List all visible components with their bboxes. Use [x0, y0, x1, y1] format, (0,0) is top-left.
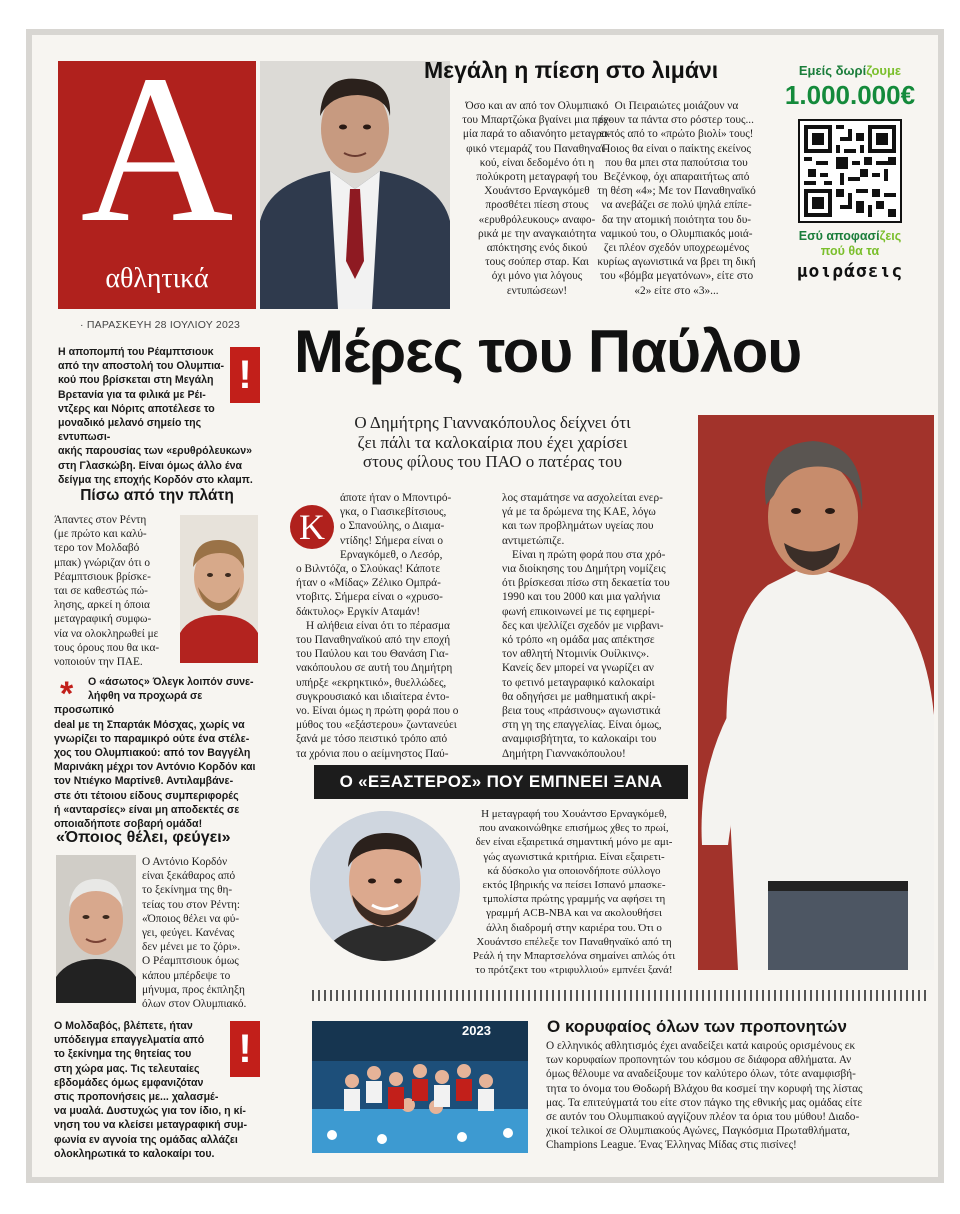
text-line: ξανά με τόσο πειστικό τρόπο από: [296, 733, 448, 746]
text-line: λησης, αρκεί η όποια: [54, 599, 150, 612]
text-line: Η αλήθεια είναι ότι το πέρασμα: [306, 619, 450, 632]
text-line: νακόπουλου σε αυτή του Δημήτρη: [296, 662, 453, 675]
text-line: και των προβλημάτων υγείας που: [502, 520, 654, 533]
text-line: όχι μόνο για λόγους: [491, 270, 583, 283]
ad-tagline-3: μοιράσεις: [796, 261, 904, 282]
text-line: ολοκληρωτικά το καλοκαίρι του.: [54, 1147, 215, 1160]
text-line: Ο Αντόνιο Κορδόν: [142, 856, 228, 868]
text-line: νία να ολοκληρωθεί με: [54, 627, 159, 640]
hernangomez-illustration: [310, 811, 460, 961]
text-line: κού που βρίσκεται στη Μεγάλη: [58, 374, 214, 387]
text-line: του «βόμβα μεγατόνων», είτε στο: [599, 270, 754, 283]
text-line: Οι Πειραιώτες μοιάζουν να: [614, 100, 739, 112]
text-line: τη θέση «4»; Με τον Παναθηναϊκό: [597, 185, 756, 198]
text-line: (με πρώτο και καλύ-: [54, 528, 147, 541]
text-line: μοναδικό μελανό σημείο της εντυπωσι-: [58, 417, 202, 444]
left-item-3: [54, 675, 260, 831]
text-line: ζει πλέον σχεδόν υποχρεωμένος: [603, 242, 750, 255]
text-line: τον αθλητή Ντομινίκ Ουίλκινς».: [502, 648, 650, 661]
text-line: Κανείς δεν μπορεί να γνωρίζει αν: [502, 662, 654, 675]
text-line: Ερναγκόμεθ, ο Λεσόρ,: [340, 548, 443, 561]
player-illustration: [180, 515, 258, 663]
text-line: ότι βρίσκεσαι πίσω στη δεκαετία του: [502, 577, 670, 590]
exclamation-icon: !: [230, 347, 260, 403]
text-line: τους σούπερ σταρ. Και: [485, 256, 589, 269]
text-line: στη Γλασκώβη. Είναι όμως άλλο ένα: [58, 459, 243, 472]
text-line: δείγμα της εποχής Κορδόν στο κλαμπ.: [58, 473, 253, 486]
text-line: Βεζένκοφ, όχι απαραιτήτως από: [603, 171, 750, 184]
text-line: γει, φεύγει. Κανένας: [142, 927, 235, 940]
text-line: Όσο και αν από τον Ολυμπιακό: [465, 100, 609, 112]
dropcap: Κ: [290, 505, 334, 549]
text-line: στη γη της επαγγελίας. Είναι όμως,: [502, 719, 662, 732]
text-line: του Παναθηναϊκού από την εποχή: [296, 634, 451, 647]
text-line: τερο τον Μολδαβό: [54, 542, 140, 555]
text-line: Ο «άσωτος» Όλεγκ λοιπόν συνε-: [88, 676, 254, 688]
left-item-4: [142, 855, 262, 1011]
text-line: Ο Ρέαμπτσιουκ όμως: [142, 955, 239, 968]
coach-illustration: [260, 61, 450, 309]
qr-code-icon[interactable]: [798, 119, 902, 223]
text-line: Ρεάλ ή την Μπαρτσελόνα σημαίνει απλώς ότι: [472, 950, 676, 963]
text-line: κά δύσκολο για οποιονδήποτε σύλλογο: [487, 864, 661, 877]
text-line: όμως θέλουμε να αναδείξουμε τον καλύτερο όλων, τότε αναμφισβή-: [546, 1068, 856, 1081]
text-line: ναμικού του, ο Ολυμπιακός μοιά-: [600, 227, 753, 240]
waterpolo-photo: [312, 1021, 528, 1153]
text-line: δες και ψελλίζει σχεδόν με νιρβανι-: [502, 619, 664, 632]
left-heading-2: Πίσω από την πλάτη: [80, 487, 234, 504]
text-line: στε ότι τέτοιου είδους συμπεριφορές: [54, 789, 239, 802]
kordon-illustration: [56, 855, 136, 1003]
text-line: ντζερς και Νόριτς αποτέλεσε το: [58, 402, 215, 415]
text-line: ζει πάλι τα καλοκαίρια που έχει χαρίσει: [357, 432, 628, 452]
text-line: ρικά με την αναγκαιότητα: [477, 227, 597, 240]
text-line: ο Βιλντόζα, ο Σλούκας! Κάποτε: [296, 563, 441, 576]
text-line: υπόδειγμα επαγγελματία από: [54, 1034, 205, 1047]
text-line: Μαρινάκη μέχρι τον Αντόνιο Κορδόν και: [54, 761, 256, 774]
text-line: έχουν τα πάντα στο ρόστερ τους...: [599, 114, 754, 127]
main-headline: Μέρες του Παύλου: [294, 318, 802, 385]
text-line: Είναι η πρώτη φορά που στα χρό-: [512, 548, 666, 561]
text-line: χος του Ολυμπιακού: από τον Βαγγέλη: [54, 747, 251, 760]
top-story-col2: [594, 99, 759, 298]
text-line: ήταν ο «Μίδας» Ζέλικο Ομπρά-: [296, 577, 441, 590]
text-line: θα οδηγήσει με μαθηματική ακρί-: [502, 690, 656, 703]
text-line: ή «ανταρσίες» είναι μη αποδεκτές σε: [54, 803, 240, 816]
giannakopoulos-photo: [698, 415, 934, 970]
text-line: Ο Δημήτρης Γιαννακόπουλος δείχνει ότι: [354, 413, 631, 432]
ad-tagline-1: Εμείς δωρίζουμε: [798, 63, 902, 78]
text-line: γκα, ο Γιασικεβίτσιους,: [340, 506, 447, 519]
text-line: του Παύλου και του Θανάση Για-: [296, 648, 449, 661]
text-line: στους φίλους του ΠΑΟ ο πατέρας του: [362, 452, 623, 471]
text-line: προσθέτει πίεση στους: [485, 199, 589, 212]
giannakopoulos-illustration: [698, 415, 934, 970]
text-line: τα χρόνια που ο αείμνηστος Παύ-: [296, 747, 449, 760]
text-line: από την αποστολή του Ολυμπια-: [58, 360, 225, 373]
lottery-ad[interactable]: [770, 59, 930, 309]
ad-tagline-2: Εσύ αποφασίζεις πού θα τα: [798, 229, 902, 258]
text-line: πολύκροτη μεταγραφή του: [476, 171, 598, 184]
text-line: το πρότζεκτ του «τριφυλλιού» εμπνέει ξανά!: [475, 964, 673, 977]
text-line: κάπου μπέρδεψε το: [142, 969, 231, 982]
text-line: deal με τη Σπαρτάκ Μόσχας, χωρίς να: [54, 718, 245, 731]
text-line: βεια τους «πράσινους» αγωνιστικά: [502, 705, 661, 718]
text-line: το ξεκίνημα της θητείας του: [54, 1048, 192, 1061]
text-line: 1990 και του 2000 και μια γαλήνια: [502, 591, 661, 604]
text-line: Άπαντες στον Ρέντη: [54, 514, 147, 526]
text-line: νο. Είναι όμως η πρώτη φορά που ο: [296, 705, 459, 718]
section-divider: [312, 990, 928, 1001]
bottom-text: [546, 1039, 931, 1153]
text-line: όλων στον Ολυμπιακό.: [142, 998, 247, 1011]
main-col1: [296, 491, 492, 761]
kordon-photo: [56, 855, 136, 1003]
text-line: το φετινό μεταγραφικό καλοκαίρι: [502, 676, 655, 689]
text-line: Δημήτρη Γιαννακόπουλου!: [502, 747, 626, 760]
text-line: Ο Μολδαβός, βλέπετε, ήταν: [54, 1020, 193, 1032]
text-line: τους όρους που θα ικα-: [54, 641, 160, 654]
text-line: Ο ελληνικός αθλητισμός έχει αναδείξει κατά καιρούς ορισμένους εκ: [546, 1040, 856, 1052]
left-item-2: [54, 513, 180, 669]
text-line: που θα μπει στα παπούτσια του: [605, 156, 748, 169]
text-line: εβδομάδες όμως εμφανιζόταν: [54, 1076, 204, 1089]
ad-amount: 1.000.000€: [784, 80, 916, 110]
coach-photo: [260, 61, 450, 309]
text-line: λος σταμάτησε να ασχολείται ενερ-: [502, 492, 663, 504]
text-line: στις προπονήσεις με... χαλασμέ-: [54, 1091, 219, 1104]
sidebar-subheading: Ο «ΕΞΑΣΤΕΡΟΣ» ΠΟΥ ΕΜΠΝΕΕΙ ΞΑΝΑ: [314, 765, 688, 799]
text-line: δεν μένει με το ζόρι».: [142, 941, 241, 954]
text-line: που ανακοινώθηκε επισήμως χθες το πρωί,: [479, 822, 669, 835]
text-line: νοποιούν την ΠΑΕ.: [54, 656, 143, 669]
text-line: είναι ξεκάθαρος από: [142, 870, 236, 883]
text-line: φωνία εν αγνοία της ομάδας αλλάζει: [54, 1133, 238, 1146]
text-line: «2» είτε στο «3»...: [634, 284, 719, 297]
text-line: μύθος του «εξάστερου» ζωντανεύει: [296, 719, 457, 732]
qr-code-graphic: [804, 125, 896, 217]
text-line: γνωρίζει το παραμικρό ούτε ένα στέλε-: [54, 732, 250, 745]
text-line: των κορυφαίων προπονητών του κόσμου σε διάφορα αθλήματα. Αν: [546, 1054, 852, 1067]
text-line: τμπολίστα πρώτης γραμμής να αφήσει τη: [482, 893, 666, 906]
bottom-headline: Ο κορυφαίος όλων των προπονητών: [547, 1017, 847, 1036]
text-line: Η αποπομπή του Ρέαμπτσιουκ: [58, 346, 214, 358]
text-line: ντίδης! Σήμερα είναι ο: [340, 534, 443, 547]
text-line: φωνή επικοινωνεί με τις εφημερί-: [502, 605, 655, 618]
text-line: Ρέαμπτσιουκ βρίσκε-: [54, 570, 151, 583]
text-line: Ποιος θα είναι ο παίκτης εκείνος: [602, 142, 751, 155]
text-line: κό τρόπο «η ομάδα μας απέκτησε: [502, 634, 655, 647]
text-line: μεταγραφική συμφω-: [54, 613, 152, 626]
sidebar-text: [452, 807, 696, 977]
newspaper-page: [32, 35, 938, 1177]
top-story-headline: Μεγάλη η πίεση στο λιμάνι: [424, 57, 719, 83]
text-line: απόκτησης ενός δικού: [486, 242, 588, 255]
waterpolo-illustration: [312, 1021, 528, 1153]
text-line: Χουάντσο Ερναγκόμεθ: [484, 185, 590, 198]
text-line: δάκτυλος» Εργκίν Αταμάν!: [296, 605, 421, 618]
brand-logo: [58, 35, 256, 309]
text-line: άποτε ήταν ο Μποντιρό-: [340, 492, 452, 504]
text-line: άλλη διαδρομή στην καριέρα του. Ότι ο: [486, 921, 662, 934]
text-line: γραμμή ACB-NBA και να ακολουθήσει: [486, 907, 662, 920]
left-heading-4: «Όποιος θέλει, φεύγει»: [56, 829, 231, 846]
text-line: «ερυθρόλευκους» αναφο-: [478, 213, 596, 226]
text-line: λήφθη να προχωρά σε προσωπικό: [54, 690, 203, 717]
text-line: το ξεκίνημα της θη-: [142, 884, 233, 897]
text-line: στη χώρα μας. Τις τελευταίες: [54, 1062, 200, 1075]
text-line: γά με τα δρώμενα της ΚΑΕ, λόγω: [502, 506, 656, 519]
main-subheadline: [300, 413, 685, 472]
text-line: οποιαδήποτε σοβαρή ομάδα!: [54, 818, 203, 831]
text-line: μήνυμα, προς έκπληξη: [142, 983, 245, 996]
text-line: αναμφισβήτητα, το καλοκαίρι του: [502, 733, 657, 746]
text-line: σε αυτόν του Ολυμπιακού αγγίζουν πλέον τα όρια του μύθου! Διαδο-: [546, 1111, 860, 1124]
text-line: να μυαλά. Δυστυχώς για τον ίδιο, η κί-: [54, 1105, 246, 1118]
text-line: Χουάντσο επέλεξε τον Παναθηναϊκό από τη: [476, 935, 672, 948]
text-line: ται σε καθεστώς πώ-: [54, 585, 148, 598]
text-line: αντιμετώπιζε.: [502, 534, 565, 547]
text-line: συγκρουσιακό και ιδιαίτερα έντο-: [296, 690, 450, 703]
text-line: υπήρξε «εκρηκτικό», θυελλώδες,: [296, 676, 447, 689]
asterisk-icon: *: [60, 675, 74, 713]
text-line: εντυπώσεων!: [506, 284, 568, 297]
text-line: δα την ατομική ποιότητα του δυ-: [601, 213, 752, 226]
text-line: τείας του στον Ρέντη:: [142, 898, 241, 911]
text-line: μπακ) γνώριζαν ότι ο: [54, 556, 150, 569]
text-line: ο Σπανούλης, ο Διαμα-: [340, 520, 445, 533]
exclamation-icon: !: [230, 1021, 260, 1077]
text-line: δεν είναι εξαιρετικά σημαντική μόνο με αμι-: [475, 836, 673, 849]
text-line: φικό ντεμαράζ του Παναθηναϊ-: [466, 142, 608, 155]
text-line: μας. Τα επιτεύγματά του είτε στον πάγκο της εθνικής μας ομάδας είτε: [546, 1096, 863, 1109]
text-line: Βρετανία για τα φιλικά με Ρέι-: [58, 388, 206, 401]
issue-date: · ΠΑΡΑΣΚΕΥΗ 28 ΙΟΥΛΙΟΥ 2023: [80, 319, 241, 331]
text-line: εκτός από το «πρώτο βιολί» τους!: [599, 128, 754, 141]
text-line: του Μπαρτζώκα βγαίνει μια πρε-: [462, 114, 612, 127]
photo-year-text: 2023: [462, 1023, 491, 1038]
text-line: «Όποιος θέλει να φύ-: [142, 912, 240, 925]
text-line: κού, είναι δεδομένο ότι η: [479, 156, 595, 169]
left-item-1: [58, 345, 256, 487]
text-line: ακής παρουσίας των «ερυθρόλευκων»: [58, 445, 252, 458]
text-line: Η μεταγραφή του Χουάντσο Ερναγκόμεθ,: [481, 808, 667, 820]
main-col2: [502, 491, 696, 761]
text-line: χικοί τελικοί σε Ολυμπιακούς Αγώνες, Παγκόσμια Πρωταθλήματα,: [546, 1125, 850, 1138]
text-line: μία παρά το αδιανόητο μεταγρα-: [462, 128, 612, 141]
text-line: κυρίως αγωνιστικά να βρει τη δική: [597, 256, 756, 269]
text-line: νηση του να κλείσει μεταγραφική συμ-: [54, 1119, 247, 1132]
hernangomez-photo: [310, 811, 460, 961]
text-line: Champions League. Ένας Έλληνας Μίδας στις πισίνες!: [546, 1139, 797, 1152]
text-line: να ανεβάζει σε πολύ ψηλά επίπε-: [601, 199, 752, 212]
logo-letter: Α: [80, 35, 234, 266]
logo-word: αθλητικά: [105, 263, 209, 294]
text-line: νια διοίκησης του Δημήτρη νομίζεις: [502, 563, 666, 576]
text-line: γώς αγωνιστικά κριτήρια. Είναι εξαιρετι-: [483, 850, 665, 863]
player-photo: [180, 515, 258, 663]
text-line: εκτός Ιβηρικής να πείσει Ισπανό μπασκε-: [482, 879, 666, 892]
text-line: τητα το όνομα του Θοδωρή Βλάχου θα κοσμεί την κορυφή της λίστας: [546, 1082, 863, 1095]
text-line: τον Ντιέγκο Μαρτίνεθ. Αντιλαμβάνε-: [54, 775, 234, 788]
text-line: ντοβιτς. Σήμερα είναι ο «χρυσο-: [296, 591, 443, 604]
